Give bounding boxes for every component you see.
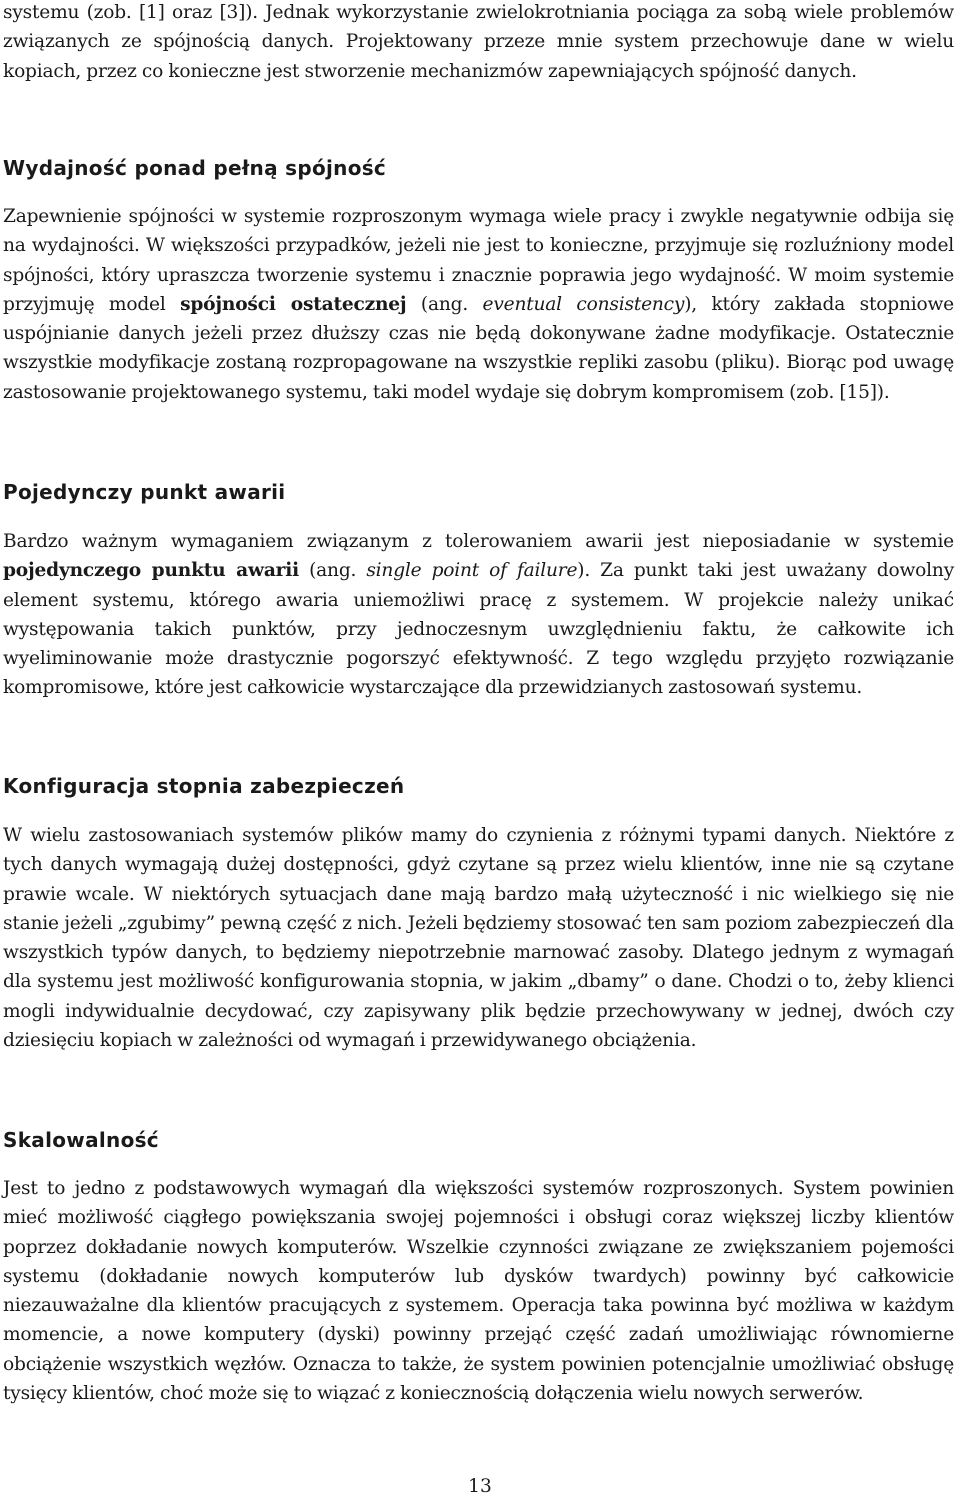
section-heading-scalability: Skalowalność xyxy=(3,1128,159,1152)
paragraph-text: Zapewnienie spójności w systemie rozproszonym wymaga wiele pracy i zwykle negatywnie odbija się na wydajności. W większości przypadków, jeżeli nie jest to konieczne, przyjmuje się rozluźniony model spójności, który upraszcza tworzenie systemu i znacznie poprawia jego wydajność. W moim systemie przyjmuję model xyxy=(3,206,954,315)
italic-term: eventual consistency xyxy=(482,293,685,315)
paragraph-single-point-of-failure xyxy=(3,527,954,703)
paragraph-performance xyxy=(3,202,954,407)
section-heading-security-config: Konfiguracja stopnia zabezpieczeń xyxy=(3,774,405,798)
paragraph-security-config: W wielu zastosowaniach systemów plików mamy do czynienia z różnymi typami danych. Niektóre z tych danych wymagają dużej dostępności, gdyż czytane są przez wielu klientów, inne nie są czytane prawie wcale. W niektórych sytuacjach dane mają bardzo małą użyteczność i nic wielkiego się nie stanie jeżeli „zgubimy” pewną część z nich. Jeżeli będziemy stosować ten sam poziom zabezpieczeń dla wszystkich typów danych, to będziemy niepotrzebnie marnować zasoby. Dlatego jednym z wymagań dla systemu jest możliwość konfigurowania stopnia, w jakim „dbamy” o dane. Chodzi o to, żeby klienci mogli indywidualnie decydować, czy zapisywany plik będzie przechowywany w jednej, dwóch czy dziesięciu kopiach w zależności od wymagań i przewidywanego obciążenia. xyxy=(3,825,954,1052)
section-heading-single-point-of-failure: Pojedynczy punkt awarii xyxy=(3,480,286,504)
paragraph-text: ), który zakłada stopniowe uspójnianie danych jeżeli przez dłuższy czas nie będą dokonywane żadne modyfikacje. Ostatecznie wszystkie modyfikacje zostaną rozpropagowane na wszystkie repliki zasobu (pliku). Biorąc pod uwagę zastosowanie projektowanego systemu, taki model wydaje się dobrym kompromisem (zob. [15]). xyxy=(3,293,954,403)
paragraph-text: (ang. xyxy=(406,293,483,315)
paragraph-text: ). Za punkt taki jest uważany dowolny element systemu, którego awaria uniemożliwi pracę z systemem. W projekcie należy unikać występowania takich punktów, przy jednoczesnym uwzględnieniu faktu, że całkowite ich wyeliminowanie może drastycznie pogorszyć efektywność. Z tego względu przyjęto rozwiązanie kompromisowe, które jest całkowicie wystarczające dla przewidzianych zastosowań systemu. xyxy=(3,560,954,699)
paragraph-text: Bardzo ważnym wymaganiem związanym z tolerowaniem awarii jest nieposiadanie w systemie xyxy=(3,531,954,552)
bold-term: spójności ostatecznej xyxy=(180,293,407,315)
italic-term: single point of failure xyxy=(366,560,578,582)
section-heading-performance: Wydajność ponad pełną spójność xyxy=(3,156,387,180)
paragraph-scalability: Jest to jedno z podstawowych wymagań dla większości systemów rozproszonych. System powinien mieć możliwość ciągłego powiększania swojej pojemności i obsługi coraz większej liczby klientów poprzez dokładanie nowych komputerów. Wszelkie czynności związane ze zwiększaniem pojemości systemu (dokładanie nowych komputerów lub dysków twardych) powinny być całkowicie niezauważalne dla klientów pracujących z systemem. Operacja taka powinna być możliwa w każdym momencie, a nowe komputery (dyski) powinny przejąć część zadań umożliwiając równomierne obciążenie wszystkich węzłów. Oznacza to także, że system powinien potencjalnie umożliwiać obsługę tysięcy klientów, choć może się to wiązać z koniecznością dołączenia wielu nowych serwerów. xyxy=(3,1178,954,1405)
page-number: 13 xyxy=(468,1476,492,1497)
bold-term: pojedynczego punktu awarii xyxy=(3,560,299,582)
paragraph-intro: systemu (zob. [1] oraz [3]). Jednak wykorzystanie zwielokrotniania pociąga za sobą wiele problemów związanych ze spójnością danych. Projektowany przeze mnie system przechowuje dane w wielu kopiach, przez co konieczne jest stworzenie mechanizmów zapewniających spójność danych. xyxy=(3,2,954,82)
paragraph-text: (ang. xyxy=(299,560,367,582)
